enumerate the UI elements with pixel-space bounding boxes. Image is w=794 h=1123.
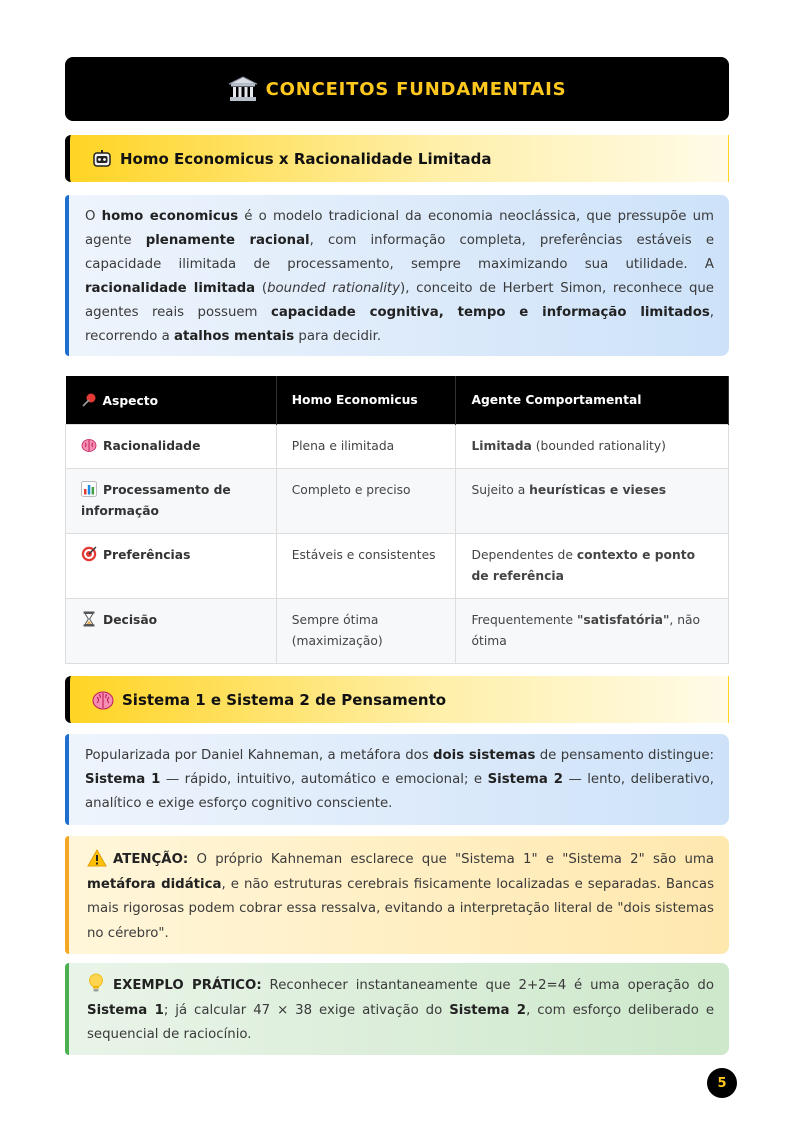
- table-cell-homo: Plena e ilimitada: [276, 424, 456, 468]
- table-cell-agent: Limitada (bounded rationality): [456, 424, 729, 468]
- table-cell-aspect: Racionalidade: [66, 424, 277, 468]
- definition-box: [65, 195, 729, 356]
- table-header-agent: Agente Comportamental: [456, 376, 729, 424]
- table-header-row: [66, 376, 729, 424]
- table-row: [66, 424, 729, 468]
- comparison-table: [65, 376, 729, 664]
- section-title-sistema: [65, 676, 729, 723]
- example-box: [65, 963, 729, 1055]
- table-cell-agent: Sujeito a heurísticas e vieses: [456, 468, 729, 533]
- section-title-label: Homo Economicus x Racionalidade Limitada: [120, 149, 492, 168]
- section-title-homo-economicus: [65, 135, 729, 182]
- table-cell-agent: Frequentemente "satisfatória", não ótima: [456, 598, 729, 663]
- sistema-paragraph: Popularizada por Daniel Kahneman, a metáfora dos dois sistemas de pensamento distingue: Sistema 1 — rápido, intuitivo, automático e emocional; e Sistema 2 — lento, deliberativo, analítico e exige esforço cognitivo consciente.: [85, 748, 714, 811]
- table-cell-homo: Sempre ótima (maximização): [276, 598, 456, 663]
- table-row: [66, 533, 729, 598]
- page-title: CONCEITOS FUNDAMENTAIS: [265, 78, 567, 100]
- definition-paragraph: O homo economicus é o modelo tradicional da economia neoclássica, que pressupõe um agente plenamente racional, com informação completa, preferências estáveis e capacidade ilimitada de processamento, sempre maximizando sua utilidade. A racionalidade limitada (bounded rationality), conceito de Herbert Simon, reconhece que agentes reais possuem capacidade cognitiva, tempo e informação limitados, recorrendo a atalhos mentais para decidir.: [85, 209, 714, 344]
- brain-icon: [81, 437, 97, 453]
- table-cell-agent: Dependentes de contexto e ponto de referência: [456, 533, 729, 598]
- table-cell-aspect: Decisão: [66, 598, 277, 663]
- page-number: 5: [707, 1068, 737, 1098]
- example-paragraph: EXEMPLO PRÁTICO: Reconhecer instantaneamente que 2+2=4 é uma operação do Sistema 1; já calcular 47 × 38 exige ativação do Sistema 2, com esforço deliberado e sequencial de raciocínio.: [87, 973, 714, 1048]
- section-title-label: Sistema 1 e Sistema 2 de Pensamento: [122, 690, 447, 709]
- pushpin-icon: [81, 392, 97, 408]
- table-header-homo: Homo Economicus: [276, 376, 456, 424]
- target-icon: [81, 546, 97, 562]
- warning-label: ATENÇÃO:: [113, 852, 189, 867]
- table-row: [66, 468, 729, 533]
- brain-icon: [92, 690, 114, 710]
- table-cell-aspect: Preferências: [66, 533, 277, 598]
- warning-box: [65, 836, 729, 954]
- robot-face-icon: [92, 149, 112, 169]
- page-header: [65, 57, 729, 121]
- table-cell-homo: Estáveis e consistentes: [276, 533, 456, 598]
- table-cell-homo: Completo e preciso: [276, 468, 456, 533]
- hourglass-icon: [81, 611, 97, 627]
- table-cell-aspect: Processamento de informação: [66, 468, 277, 533]
- lightbulb-icon: [87, 973, 105, 993]
- bar-chart-icon: [81, 481, 97, 497]
- classical-building-icon: [228, 76, 258, 102]
- warning-icon: [87, 849, 107, 867]
- warning-paragraph: ATENÇÃO: O próprio Kahneman esclarece que "Sistema 1" e "Sistema 2" são uma metáfora didática, e não estruturas cerebrais fisicamente localizadas e separadas. Bancas mais rigorosas podem cobrar essa ressalva, evitando a interpretação literal de "dois sistemas no cérebro".: [87, 848, 714, 946]
- table-header-aspect: Aspecto: [66, 376, 277, 424]
- sistema-box: [65, 734, 729, 825]
- example-label: EXEMPLO PRÁTICO:: [113, 978, 262, 993]
- table-row: [66, 598, 729, 663]
